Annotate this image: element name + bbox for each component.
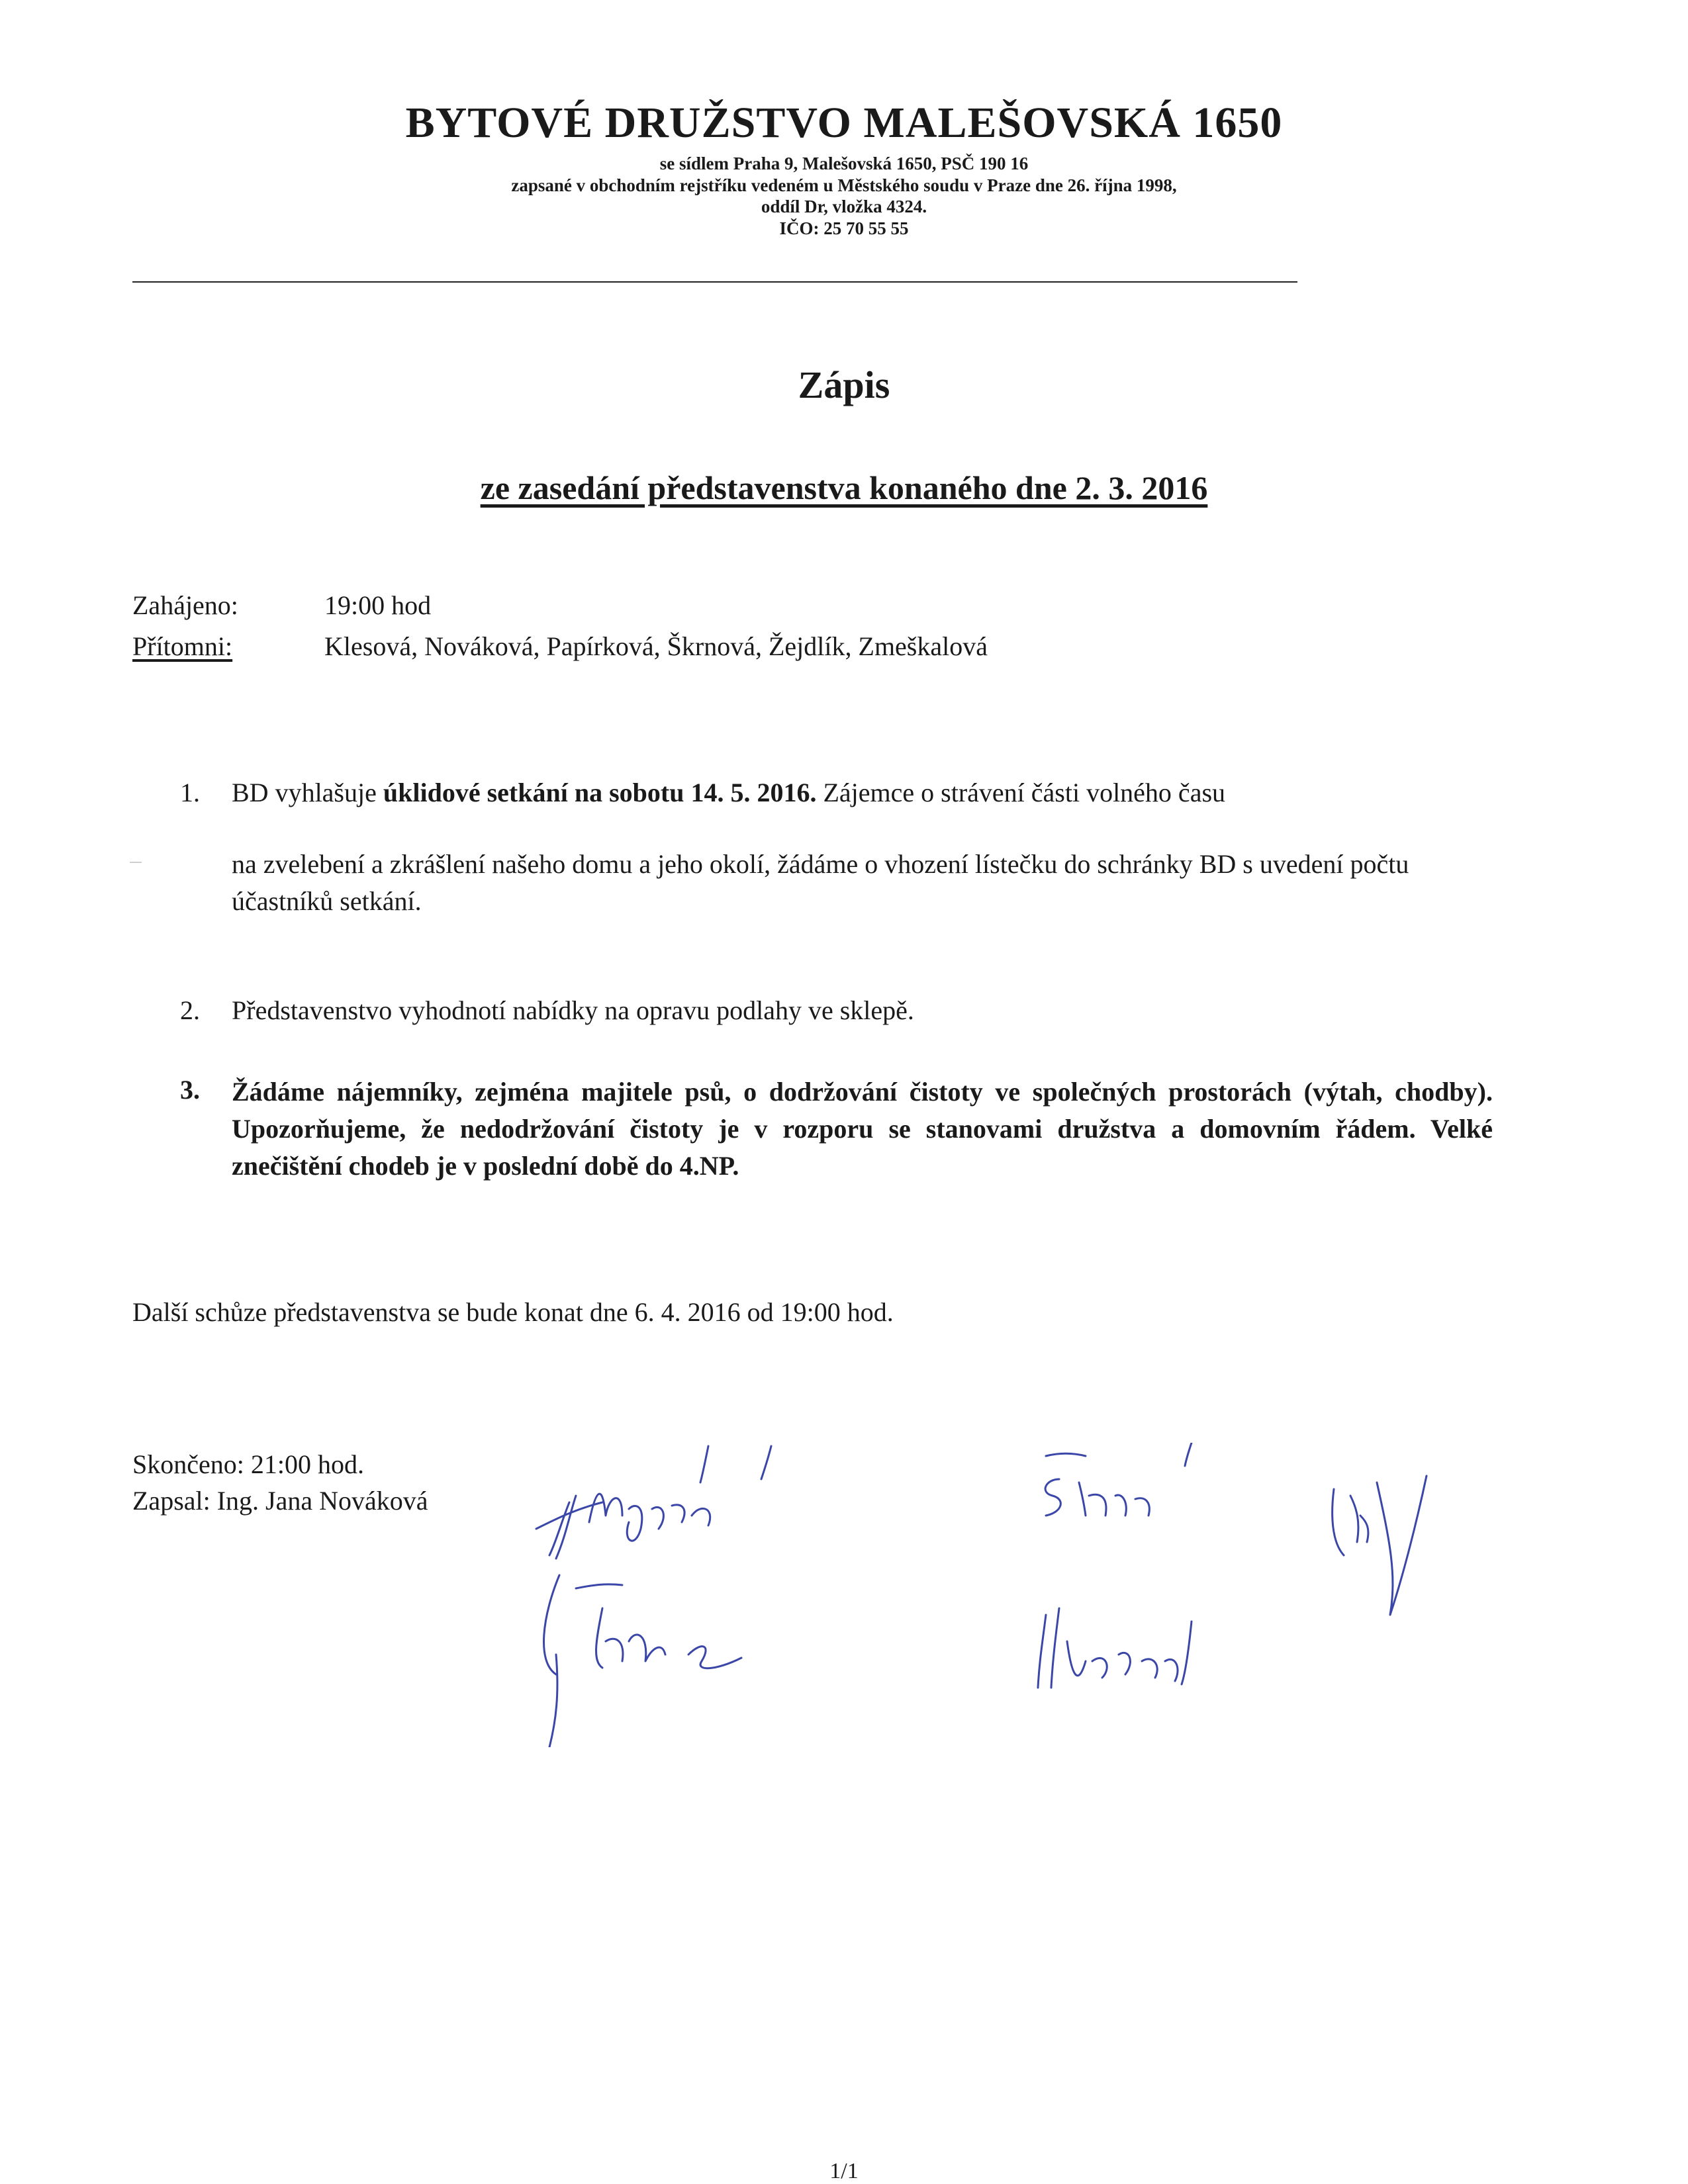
scan-mark — [130, 862, 142, 863]
signature-klesova — [1038, 1608, 1192, 1688]
item-1-suffix: Zájemce o strávení části volného času — [816, 778, 1226, 807]
signature-zejdlik — [543, 1575, 741, 1747]
header-divider — [132, 281, 1297, 283]
item-2-text: Představenstvo vyhodnotí nabídky na opravu podlahy ve sklepě. — [232, 995, 914, 1025]
next-meeting-note: Další schůze představenstva se bude konat dne 6. 4. 2016 od 19:00 hod. — [132, 1297, 894, 1327]
item-1-text — [232, 776, 1225, 809]
item-number: 3. — [180, 1075, 200, 1105]
ended-time: Skončeno: 21:00 hod. — [132, 1449, 364, 1479]
item-1-continuation: na zvelebení a zkrášlení našeho domu a jeho okolí, žádáme o vhození lístečku do schránky BD s uvedení počtu účastníků setkání. — [232, 849, 1409, 916]
present-value: Klesová, Nováková, Papírková, Škrnová, Žejdlík, Zmeškalová — [324, 631, 988, 661]
start-value: 19:00 hod — [324, 590, 432, 620]
signature-skrnova — [1045, 1443, 1192, 1516]
header-ico: IČO: 25 70 55 55 — [779, 218, 909, 238]
header-address: se sídlem Praha 9, Malešovská 1650, PSČ 190 16 — [659, 154, 1029, 173]
present-label: Přítomni: — [132, 631, 233, 661]
item-number: 1. — [180, 778, 200, 807]
item-number: 2. — [180, 995, 200, 1025]
item-1-highlight: úklidové setkání na sobotu 14. 5. 2016. — [383, 778, 817, 807]
document-subtitle-text: ze zasedání představenstva konaného dne 2. 3. 2016 — [480, 469, 1208, 506]
document-subtitle — [0, 469, 1688, 507]
item-1-prefix: BD vyhlašuje — [232, 778, 383, 807]
header-registry: zapsané v obchodním rejstříku vedeném u Městského soudu v Praze dne 26. října 1998, — [511, 175, 1177, 195]
organization-name: BYTOVÉ DRUŽSTVO MALEŠOVSKÁ 1650 — [405, 99, 1283, 147]
signature-novakova — [536, 1446, 771, 1559]
item-3-text: Žádáme nájemníky, zejména majitele psů, o dodržování čistoty ve společných prostorách (výtah, chodby). Upozorňujeme, že nedodržování čistoty je v rozporu se stanovami družstva a domovním řádem. Velké znečištění chodeb je v poslední době do 4.NP. — [232, 1077, 1493, 1181]
signature-zmeskalova — [1333, 1476, 1427, 1615]
signatures — [530, 1443, 1470, 1747]
document-title: Zápis — [798, 363, 890, 406]
header-registry-section: oddíl Dr, vložka 4324. — [761, 197, 927, 216]
page-number: 1/1 — [829, 2159, 859, 2183]
start-label: Zahájeno: — [132, 590, 238, 620]
recorded-by: Zapsal: Ing. Jana Nováková — [132, 1486, 428, 1516]
